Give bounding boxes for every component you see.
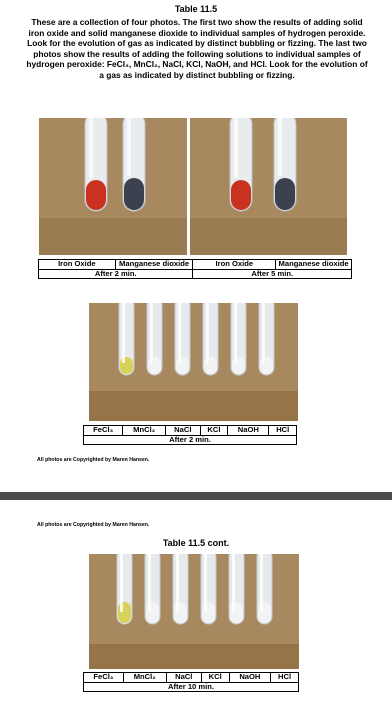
label-manganese-dioxide: Manganese dioxide — [276, 260, 352, 270]
photo-solutions-after-2-min — [89, 303, 298, 421]
label-fecl3: FeCl₃ — [84, 426, 123, 436]
solutions-label-table-2 — [83, 672, 299, 692]
label-nacl: NaCl — [166, 673, 201, 683]
photo-label-table — [38, 259, 352, 279]
page-title: Table 11.5 — [174, 4, 218, 14]
test-tube — [147, 303, 162, 375]
test-tube — [203, 303, 218, 375]
caption-after-2-min: After 2 min. — [84, 435, 297, 445]
label-nacl: NaCl — [165, 426, 200, 436]
test-tube — [257, 554, 272, 624]
label-iron-oxide: Iron Oxide — [193, 260, 276, 270]
label-kcl: KCl — [200, 426, 228, 436]
label-naoh: NaOH — [228, 426, 269, 436]
label-hcl: HCl — [269, 426, 297, 436]
solutions-label-table — [83, 425, 297, 445]
test-tube — [173, 554, 188, 624]
label-hcl: HCl — [271, 673, 299, 683]
copyright-note: All photos are Copyrighted by Maren Hansen. — [37, 457, 150, 463]
label-iron-oxide: Iron Oxide — [39, 260, 116, 270]
test-tube — [231, 303, 246, 375]
test-tube — [117, 554, 132, 624]
photo-after-5-min — [190, 118, 347, 255]
test-tube — [201, 554, 216, 624]
intro-paragraph: These are a collection of four photos. The first two show the results of adding solid iron oxide and solid manganese dioxide to individual samples of hydrogen peroxide. Look for the evolution of gas as indicated by distinct bubbling or fizzing. The last two photos show the results of adding the following solutions to individual samples of hydrogen peroxide: FeCl₃, MnCl₂, NaCl, KCl, NaOH, and HCl. Look for the evolution of a gas as indicated by distinct bubbling or fizzing. — [26, 17, 368, 80]
label-kcl: KCl — [201, 673, 229, 683]
caption-after-5-min: After 5 min. — [193, 269, 352, 279]
photo-after-2-min — [39, 118, 187, 255]
test-tube — [175, 303, 190, 375]
label-mncl2: MnCl₂ — [123, 426, 166, 436]
label-manganese-dioxide: Manganese dioxide — [115, 260, 193, 270]
test-tube — [259, 303, 274, 375]
photo-solutions-after-10-min — [89, 554, 299, 669]
label-mncl2: MnCl₂ — [123, 673, 166, 683]
page-divider — [0, 492, 392, 500]
test-tube — [145, 554, 160, 624]
page-title-cont: Table 11.5 cont. — [162, 538, 230, 548]
test-tube — [119, 303, 134, 375]
label-naoh: NaOH — [229, 673, 271, 683]
caption-after-10-min: After 10 min. — [84, 682, 299, 692]
test-tube — [229, 554, 244, 624]
caption-after-2-min: After 2 min. — [39, 269, 193, 279]
label-fecl3: FeCl₃ — [84, 673, 124, 683]
copyright-note: All photos are Copyrighted by Maren Hansen. — [37, 522, 150, 528]
